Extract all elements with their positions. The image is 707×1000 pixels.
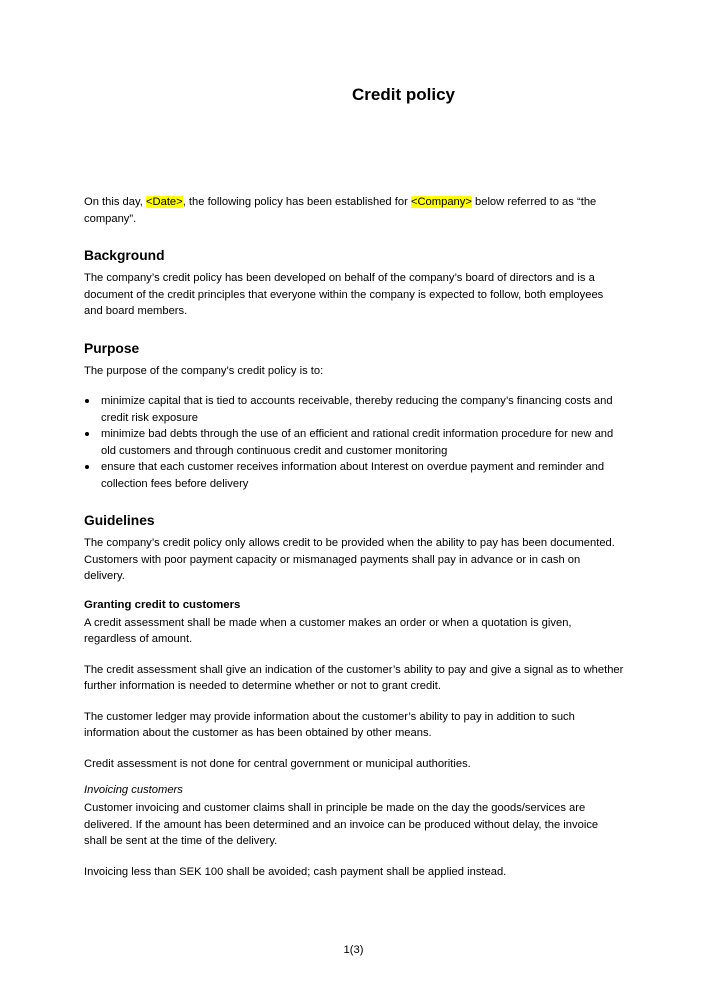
bullet-icon bbox=[85, 465, 89, 469]
list-item-text: ensure that each customer receives information about Interest on overdue payment and reminder and collection fees before delivery bbox=[101, 461, 605, 490]
document-content bbox=[84, 194, 624, 880]
intro-paragraph bbox=[84, 194, 624, 227]
background-heading: Background bbox=[84, 248, 165, 263]
granting-paragraph-2: The credit assessment shall give an indication of the customer’s ability to pay and give a signal as to whether further information is needed to determine whether or not to grant credit. bbox=[84, 663, 624, 692]
document-title: Credit policy bbox=[352, 85, 455, 104]
invoicing-paragraph-1: Customer invoicing and customer claims shall in principle be made on the day the goods/services are delivered. If the amount has been determined and an invoice can be produced without delay, the invoice shall be sent at the time of the delivery. bbox=[84, 802, 599, 847]
guidelines-body: The company’s credit policy only allows credit to be provided when the ability to pay has been documented. Customers with poor payment capacity or mismanaged payments shall pay in advance or in cash on delivery. bbox=[84, 537, 615, 582]
page-number: 1(3) bbox=[343, 944, 364, 956]
bullet-icon bbox=[85, 432, 89, 436]
intro-text-3: below referred to as “the company”. bbox=[84, 196, 597, 225]
background-body: The company’s credit policy has been developed on behalf of the company’s board of directors and is a document of the credit principles that everyone within the company is expected to follow, both employees and board members. bbox=[84, 272, 604, 317]
bullet-icon bbox=[85, 399, 89, 403]
date-placeholder: <Date> bbox=[145, 196, 183, 208]
purpose-list bbox=[84, 393, 624, 492]
guidelines-heading: Guidelines bbox=[84, 513, 155, 528]
granting-paragraph-1: A credit assessment shall be made when a customer makes an order or when a quotation is given, regardless of amount. bbox=[84, 616, 572, 645]
granting-paragraph-3: The customer ledger may provide information about the customer’s ability to pay in addition to such information about the customer as has been obtained by other means. bbox=[84, 710, 575, 739]
list-item-text: minimize bad debts through the use of an efficient and rational credit information procedure for new and old customers and through continuous credit and customer monitoring bbox=[101, 428, 614, 457]
list-item bbox=[84, 459, 624, 492]
purpose-lead: The purpose of the company’s credit policy is to: bbox=[84, 364, 324, 377]
invoicing-heading: Invoicing customers bbox=[84, 784, 183, 796]
granting-credit-heading: Granting credit to customers bbox=[84, 598, 241, 611]
list-item bbox=[84, 426, 624, 459]
purpose-heading: Purpose bbox=[84, 340, 140, 356]
list-item-text: minimize capital that is tied to accounts receivable, thereby reducing the company’s financing costs and credit risk exposure bbox=[101, 395, 613, 424]
company-placeholder: <Company> bbox=[410, 196, 472, 208]
invoicing-paragraph-2: Invoicing less than SEK 100 shall be avoided; cash payment shall be applied instead. bbox=[84, 865, 507, 878]
list-item bbox=[84, 393, 624, 426]
intro-text-2: , the following policy has been established for bbox=[182, 196, 411, 208]
granting-paragraph-4: Credit assessment is not done for central government or municipal authorities. bbox=[84, 757, 471, 770]
intro-text-1: On this day, bbox=[84, 196, 146, 208]
